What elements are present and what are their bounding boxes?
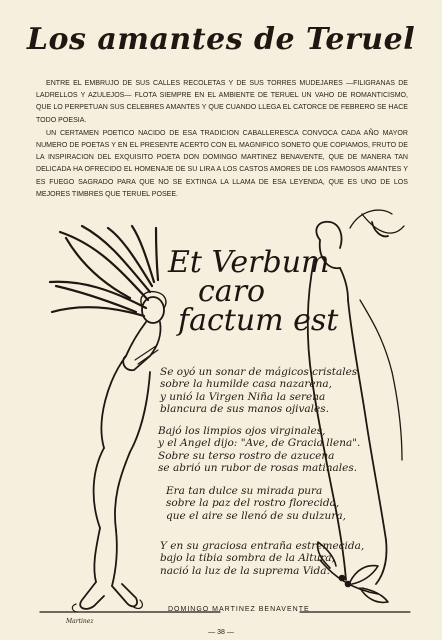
stanza-3 bbox=[166, 485, 346, 522]
poem-author: DOMINGO MARTINEZ BENAVENTE bbox=[168, 606, 310, 613]
verse-line: Era tan dulce su mirada pura bbox=[166, 485, 323, 497]
verse-line: Se oyó un sonar de mágicos cristales bbox=[160, 366, 358, 378]
verse-line: Y en su graciosa entraña estremecida, bbox=[160, 540, 365, 552]
poem-title-line-2: caro bbox=[198, 274, 266, 309]
verse-line: Sobre su terso rostro de azucena bbox=[158, 449, 335, 462]
artist-signature: Martinez bbox=[66, 618, 94, 625]
verse-line: blancura de sus manos ojivales. bbox=[160, 403, 329, 416]
verse-line: y el Angel dijo: "Ave, de Gracia llena". bbox=[158, 437, 361, 450]
verse-line: se abrió un rubor de rosas matinales. bbox=[158, 462, 358, 475]
verse-line: Bajó los limpios ojos virginales, bbox=[158, 425, 326, 437]
intro-paragraph-1: ENTRE EL EMBRUJO DE SUS CALLES RECOLETAS Y DE SUS TORRES MUDEJARES —FILIGRANAS DE LADRELLOS Y AZULEJOS— FLOTA SIEMPRE EN EL AMBIENTE DE TERUEL UN VAHO DE ROMANTICISMO, QUE LO PERPETUAN SUS CELEBRES AMANTES Y QUE CUANDO LLEGA EL CATORCE DE FEBRERO SE HACE TODO POESIA. bbox=[36, 80, 408, 124]
angel-wing bbox=[50, 226, 158, 316]
verse-line: y unió la Virgen Niña la serena bbox=[160, 390, 326, 403]
verse-line: sobre la humilde casa nazarena, bbox=[160, 378, 332, 391]
stanza-1 bbox=[160, 366, 357, 416]
intro-paragraph-2: UN CERTAMEN POETICO NACIDO DE ESA TRADICION CABALLERESCA CONVOCA CADA AÑO MAYOR NUMERO DE POETAS Y EN EL PRESENTE ACERTO CON EL MAGNIFICO SONETO QUE COPIAMOS, FRUTO DE LA INSPIRACION DEL EXQUISITO POETA DON DOMINGO MARTINEZ BENAVENTE, QUE DE MANERA TAN DELICADA HA OFRECIDO EL HOMENAJE DE SU LIRA A LOS CASTOS AMORES DE LOS FAMOSOS AMANTES Y ES FUEGO SAGRADO PARA QUE NO SE EXTINGA LA LLAMA DE ESA LEYENDA, QUE ES UNO DE LOS MEJORES TIMBRES QUE TERUEL POSEE. bbox=[36, 129, 408, 198]
angel-figure bbox=[72, 292, 166, 612]
verse-line: sobre la paz del rostro florecida, bbox=[166, 497, 340, 510]
poem-title bbox=[168, 245, 339, 338]
page-title: Los amantes de Teruel bbox=[26, 22, 416, 57]
page-number: — 38 — bbox=[208, 629, 234, 636]
poem-title-line-1: Et Verbum bbox=[168, 245, 330, 280]
verse-line: bajo la tibia sombra de la Altura, bbox=[160, 552, 335, 565]
stanza-2 bbox=[158, 425, 360, 475]
verse-line: nació la luz de la suprema Vida. bbox=[160, 564, 330, 577]
stanza-4 bbox=[160, 540, 364, 577]
verse-line: que el aire se llenó de su dulzura, bbox=[166, 509, 346, 522]
poem-title-line-3: factum est bbox=[178, 303, 339, 338]
